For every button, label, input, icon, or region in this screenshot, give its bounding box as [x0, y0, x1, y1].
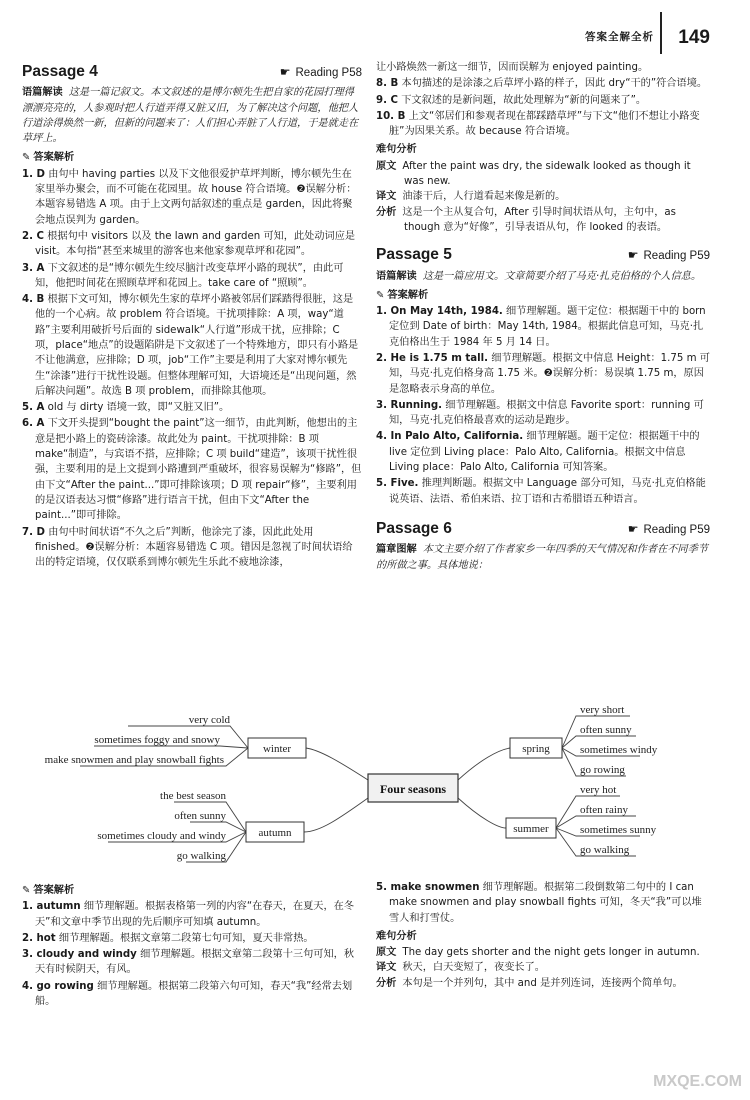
- section-title: 答案全解全析: [585, 31, 654, 43]
- passage6-difficult-heading: 难句分析: [376, 930, 417, 942]
- spring-item: very short: [580, 704, 625, 716]
- autumn-item: sometimes cloudy and windy: [97, 830, 226, 842]
- autumn-item: the best season: [160, 790, 226, 802]
- answer-item: 5. make snowmen 细节理解题。根据第二段倒数第二句中的 I can make snowmen and play snowball fights 可知，冬天“我”可以堆雪人和打雪仗。: [376, 882, 702, 924]
- answer-item: 1. autumn 细节理解题。根据表格第一列的内容“在春天，在夏天，在冬天”和文章中季节出现的先后顺序可知填 autumn。: [22, 901, 355, 928]
- difficult-translation: 译文 油漆干后，人行道看起来像是新的。: [376, 191, 566, 203]
- summer-item: very hot: [580, 784, 617, 796]
- book-icon: ✎: [22, 885, 31, 896]
- answer-item: 5. A old 与 dirty 语境一致，即“又脏又旧”。: [22, 402, 230, 414]
- answer-item: 3. cloudy and windy 细节理解题。根据文章第二段第十三句可知，秋天有时候阴天，有风。: [22, 949, 355, 976]
- passage5-reading-ref: ☛ Reading P59: [627, 248, 710, 263]
- winter-label: winter: [262, 743, 292, 755]
- winter-item: sometimes foggy and snowy: [94, 734, 220, 746]
- passage4-difficult-heading: 难句分析: [376, 144, 417, 156]
- autumn-item: go walking: [176, 850, 226, 862]
- passage6-title: Passage 6: [376, 519, 452, 537]
- answer-item: 5. Five. 推理判断题。根据文中 Language 部分可知，马克·扎克伯格能说英语、法语、希伯来语、拉丁语和古希腊语五种语言。: [376, 478, 706, 505]
- difficult-original: 原文 After the paint was dry, the sidewalk looked as though it was new.: [376, 160, 691, 188]
- connector-summer: [458, 798, 506, 828]
- answer-item: 6. A 下文开头提到“bought the paint”这一细节，由此判断，他想出的主意是把小路上的瓷砖涂漆。故此处为 paint。干扰项排除：B 项 make“制造”，与宾语不搭，应排除；C 项 build“建造”，该项干扰性很强，主要利用的是上文提到小路遭到严重破坏，很容易误解为“修路”，但由下文“After the paint...”即可排除该项；D 项 repair“修”，主要利用的是汉语表达习惯“修路”进行语言干扰，但由下文“After the paint...”即可排除。: [22, 418, 362, 522]
- summer-label: summer: [513, 823, 549, 835]
- passage4-intro: 语篇解读 这是一篇记叙文。本文叙述的是博尔顿先生把自家的花园打理得漂漂亮亮的，人参观时把人行道弄得又脏又旧，为了解决这个问题，他把人行道涂得焕然一新，但新的问题来了：人们担心弄脏了人行道，于是就走在草坪上。: [22, 87, 359, 145]
- passage6-intro: 篇章图解 本文主要介绍了作者家乡一年四季的天气情况和作者在不同季节的所做之事。具体地说：: [376, 544, 708, 571]
- answer-item: 7. D 由句中时间状语“不久之后”判断，他涂完了漆，因此此处用 finished。❷误解分析：本题容易错选 C 项。错因是忽视了时间状语给出的特定语境，仅仅联系到博尔顿先生乐此不疲地涂漆，: [22, 526, 353, 569]
- connector-winter: [306, 748, 368, 780]
- difficult-translation: 译文 秋天，白天变短了，夜变长了。: [376, 962, 545, 974]
- answer-item: 1. On May 14th, 1984. 细节理解题。题干定位：根据题干中的 born 定位到 Date of birth：May 14th, 1984。根据此信息可知，马克·扎克伯格出生于 1984 年 5 月 14 日。: [376, 306, 706, 348]
- passage6-answers-heading: ✎ 答案解析: [22, 885, 75, 896]
- summer-item: go walking: [580, 844, 630, 856]
- four-seasons-mindmap: [44, 702, 710, 878]
- page-number: 149: [678, 27, 710, 48]
- passage6-reading-ref: ☛ Reading P59: [627, 521, 710, 536]
- right-column: [376, 60, 710, 577]
- answer-item: 2. hot 细节理解题。根据文章第二段第七句可知，夏天非常热。: [22, 932, 314, 944]
- passage5-answers-heading: ✎ 答案解析: [376, 289, 429, 301]
- left-column: [22, 60, 362, 571]
- passage6-title-bar: [376, 517, 710, 540]
- autumn-label: autumn: [258, 827, 292, 839]
- passage4-answers-heading: ✎ 答案解析: [22, 152, 75, 164]
- spring-label: spring: [522, 743, 550, 755]
- pointing-hand-icon: ☛: [627, 521, 639, 536]
- spring-item: sometimes windy: [580, 744, 658, 756]
- passage5-title: Passage 5: [376, 246, 452, 264]
- passage4-reading-ref: ☛ Reading P58: [279, 65, 362, 79]
- answer-item: 3. Running. 细节理解题。根据文中信息 Favorite sport：running 可知，马克·扎克伯格最喜欢的运动是跑步。: [376, 399, 704, 427]
- answer-item: 2. He is 1.75 m tall. 细节理解题。根据文中信息 Height：1.75 m 可知，马克·扎克伯格身高 1.75 米。❷误解分析：易误填 1.75 m，原因是忽略表示身高的单位。: [376, 353, 710, 395]
- winter-item: make snowmen and play snowball fights: [44, 754, 224, 766]
- passage5-intro: 语篇解读 这是一篇应用文。文章简要介绍了马克·扎克伯格的个人信息。: [376, 270, 702, 282]
- connector-spring: [458, 748, 510, 780]
- answer-item: 1. D 由句中 having parties 以及下文他很爱护草坪判断，博尔顿先生在家里举办聚会，而不可能在花园里。故 house 符合语境。❷误解分析：本题容易错选 A 项。由于上文两句話叙述的重点是 garden，因此将聚会地点误判为 garden。: [22, 168, 357, 226]
- answer-item: 4. In Palo Alto, California. 细节理解题。题干定位：根据题干中的 live 定位到 Living place：Palo Alto, California。根据文中信息 Living place：Palo Alto, California 可知答案。: [376, 431, 700, 474]
- watermark: MXQE.COM: [653, 1073, 742, 1090]
- book-icon: ✎: [376, 289, 385, 301]
- passage6-answers-right: [376, 880, 710, 991]
- connector-autumn: [304, 798, 368, 832]
- difficult-original: 原文 The day gets shorter and the night gets longer in autumn.: [376, 947, 700, 959]
- passage4-title: Passage 4: [22, 63, 98, 80]
- answer-item: 让小路焕然一新这一细节，因而误解为 enjoyed painting。: [376, 62, 649, 73]
- answer-item: 9. C 下文叙述的是新问题，故此处理解为“新的问题来了”。: [376, 94, 647, 106]
- answer-item: 4. B 根据下文可知，博尔顿先生家的草坪小路被邻居们踩踏得很脏，这是他的一个心病。故 problem 符合语境。干扰项排除：A 项，way“道路”主要利用破折号后面的 sidewalk“人行道”形成干扰，应排除；C 项，place“地点”的设题陷阱是下文叙述了一个特殊地方，即只有小路是不让他满意，应排除；D 项，job“工作”主要是利用了大家对博尔顿先生“涂漆”进行干扰性设题。但整体理解可知，大语境还是“出现问题，然后解决问题”。故选 B 项 problem，而排除其他项。: [22, 294, 359, 397]
- answer-item: 10. B 上文“邻居们和参观者现在都踩踏草坪”与下文“他们不想让小路变脏”为因果关系。故 because 符合语境。: [376, 110, 700, 138]
- mindmap-center-label: Four seasons: [379, 782, 447, 796]
- passage4-title-bar: [22, 60, 362, 83]
- passage5-title-bar: [376, 243, 710, 266]
- summer-item: sometimes sunny: [580, 824, 657, 836]
- pointing-hand-icon: ☛: [279, 65, 291, 79]
- spring-item: often sunny: [580, 724, 632, 736]
- answer-item: 8. B 本句描述的是涂漆之后草坪小路的样子，因此 dry“干的”符合语境。: [376, 78, 708, 90]
- answer-item: 2. C 根据句中 visitors 以及 the lawn and garden 可知，此处动词应是 visit。本句指“甚至来城里的游客也来他家参观草坪和花园”。: [22, 230, 356, 258]
- passage6-answers-left: [22, 880, 362, 1010]
- difficult-analysis: 分析 本句是一个并列句，其中 and 是并列连词，连接两个简单句。: [376, 977, 683, 989]
- difficult-analysis: 分析 这是一个主从复合句，After 引导时间状语从句，主句中，as though 意为“好像”，引导表语从句，作 looked 的表语。: [376, 206, 676, 233]
- header-divider: [660, 12, 662, 54]
- answer-item: 3. A 下文叙述的是“博尔顿先生绞尽脑汁改变草坪小路的现状”，由此可知，他把时间花在照顾草坪和花园上。take care of “照顾”。: [22, 262, 344, 289]
- autumn-item: often sunny: [174, 810, 226, 822]
- page-header: [0, 0, 750, 52]
- spring-item: go rowing: [580, 764, 625, 776]
- summer-item: often rainy: [580, 804, 628, 816]
- book-icon: ✎: [22, 152, 31, 164]
- pointing-hand-icon: ☛: [627, 248, 639, 263]
- winter-item: very cold: [188, 714, 230, 726]
- answer-item: 4. go rowing 细节理解题。根据第二段第六句可知，春天“我”经常去划船。: [22, 980, 353, 1008]
